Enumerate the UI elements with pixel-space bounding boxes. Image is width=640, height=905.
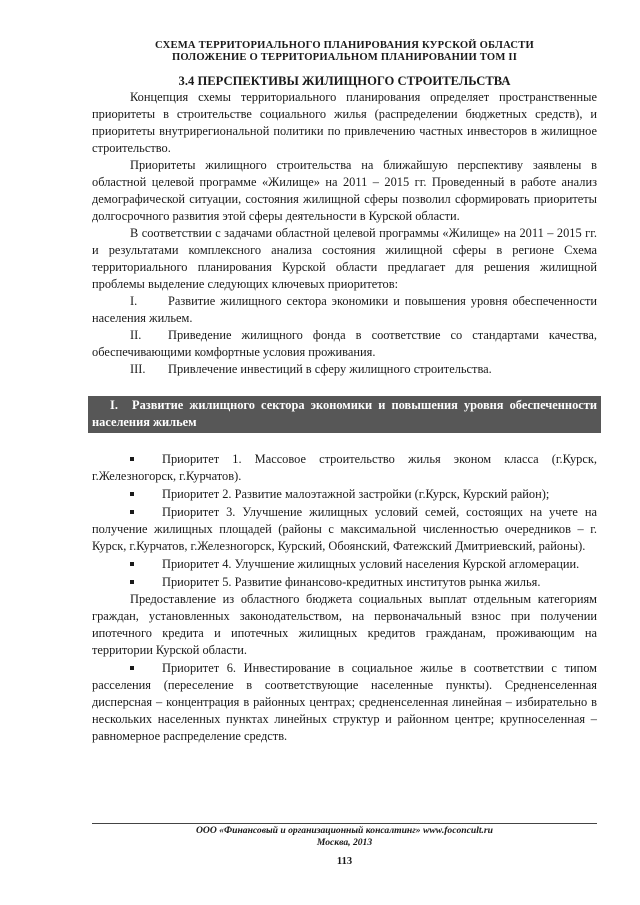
priority-text: Привлечение инвестиций в сферу жилищного строительства. bbox=[168, 362, 492, 376]
priority-item-1 bbox=[92, 293, 597, 327]
list-item bbox=[92, 660, 597, 745]
list-item bbox=[92, 556, 597, 573]
bullet-text: Приоритет 4. Улучшение жилищных условий населения Курской агломерации. bbox=[162, 557, 580, 571]
paragraph-subsidy: Предоставление из областного бюджета социальных выплат отдельным категориям граждан, установленных законодательством, на первоначальный взнос при получении ипотечного кредита и ипотечных жилищных кредитов гражданам, проживающим на территории Курской области. bbox=[92, 592, 597, 657]
bullet-text: Приоритет 5. Развитие финансово-кредитных институтов рынка жилья. bbox=[162, 575, 541, 589]
list-item bbox=[92, 574, 597, 591]
footer-divider bbox=[92, 823, 597, 824]
header-line-1: СХЕМА ТЕРРИТОРИАЛЬНОГО ПЛАНИРОВАНИЯ КУРСКОЙ ОБЛАСТИ bbox=[155, 40, 534, 51]
priority-item-3 bbox=[92, 361, 597, 378]
square-bullet-icon bbox=[130, 562, 134, 566]
document-page bbox=[92, 40, 597, 745]
priority-number: III. bbox=[130, 362, 146, 376]
banner-number: I. bbox=[110, 398, 118, 412]
bullet-text: Приоритет 1. Массовое строительство жилья эконом класса (г.Курск, г.Железногорск, г.Курчатов). bbox=[92, 452, 597, 483]
banner-text: Развитие жилищного сектора экономики и повышения уровня обеспеченности населения жильем bbox=[92, 398, 597, 429]
priority-text: Развитие жилищного сектора экономики и повышения уровня обеспеченности населения жильем. bbox=[92, 294, 597, 325]
subsection-banner bbox=[88, 396, 601, 433]
square-bullet-icon bbox=[130, 580, 134, 584]
paragraph-tasks: В соответствии с задачами областной целевой программы «Жилище» на 2011 – 2015 гг. и результатами комплексного анализа состояния жилищной сферы в регионе Схема территориального планирования Курской области предлагает для решения жилищной проблемы выделение следующих ключевых приоритетов: bbox=[92, 226, 597, 291]
paragraph-concept: Концепция схемы территориального планирования определяет пространственные приоритеты в строительстве социального жилья (распределении бюджетных средств), и приоритеты внутрирегиональной политики по привлечению частных инвесторов в жилищное строительство. bbox=[92, 90, 597, 155]
page-number: 113 bbox=[336, 856, 353, 867]
priority-item-2 bbox=[92, 327, 597, 361]
priority-number: I. bbox=[130, 294, 138, 308]
square-bullet-icon bbox=[130, 510, 134, 514]
bullet-text: Приоритет 6. Инвестирование в социальное жилье в соответствии с типом расселения (переселение в соответствующие населенные пункты). Средненселенная дисперсная – концентрация в районных центрах; средненселенная линейная – избирательно в нескольких населенных пунктах линейных структур и районном центре; крупноселенная – равномерное распределение средств. bbox=[92, 661, 597, 743]
list-item bbox=[92, 504, 597, 555]
section-title: 3.4 ПЕРСПЕКТИВЫ ЖИЛИЩНОГО СТРОИТЕЛЬСТВА bbox=[178, 74, 511, 88]
priority-text: Приведение жилищного фонда в соответствие со стандартами качества, обеспечивающими комфортные условия проживания. bbox=[92, 328, 597, 359]
list-item bbox=[92, 486, 597, 503]
square-bullet-icon bbox=[130, 666, 134, 670]
footer-company: ООО «Финансовый и организационный консалтинг» www.foconcult.ru bbox=[195, 825, 494, 836]
square-bullet-icon bbox=[130, 492, 134, 496]
bullet-text: Приоритет 2. Развитие малоэтажной застройки (г.Курск, Курский район); bbox=[162, 487, 550, 501]
paragraph-priorities: Приоритеты жилищного строительства на ближайшую перспективу заявлены в областной целевой программе «Жилище» на 2011 – 2015 гг. Проведенный в работе анализ демографической ситуации, состояния жилищной сферы позволил сформировать приоритеты долгосрочного развития этой сферы деятельности в Курской области. bbox=[92, 158, 597, 223]
footer-city-year: Москва, 2013 bbox=[316, 837, 373, 848]
square-bullet-icon bbox=[130, 457, 134, 461]
footer bbox=[92, 825, 597, 849]
header-line-2: ПОЛОЖЕНИЕ О ТЕРРИТОРИАЛЬНОМ ПЛАНИРОВАНИИ ТОМ II bbox=[171, 52, 518, 63]
priority-number: II. bbox=[130, 328, 142, 342]
running-header bbox=[92, 40, 597, 64]
priority-bullet-list bbox=[92, 451, 597, 745]
bullet-text: Приоритет 3. Улучшение жилищных условий семей, состоящих на учете на получение жилищных площадей (районы с максимальной численностью очередников – г. Курск, г.Курчатов, г.Железногорск, Курский, Обоянский, Фатежский Дмитриевский, районы). bbox=[92, 505, 597, 553]
list-item bbox=[92, 451, 597, 485]
